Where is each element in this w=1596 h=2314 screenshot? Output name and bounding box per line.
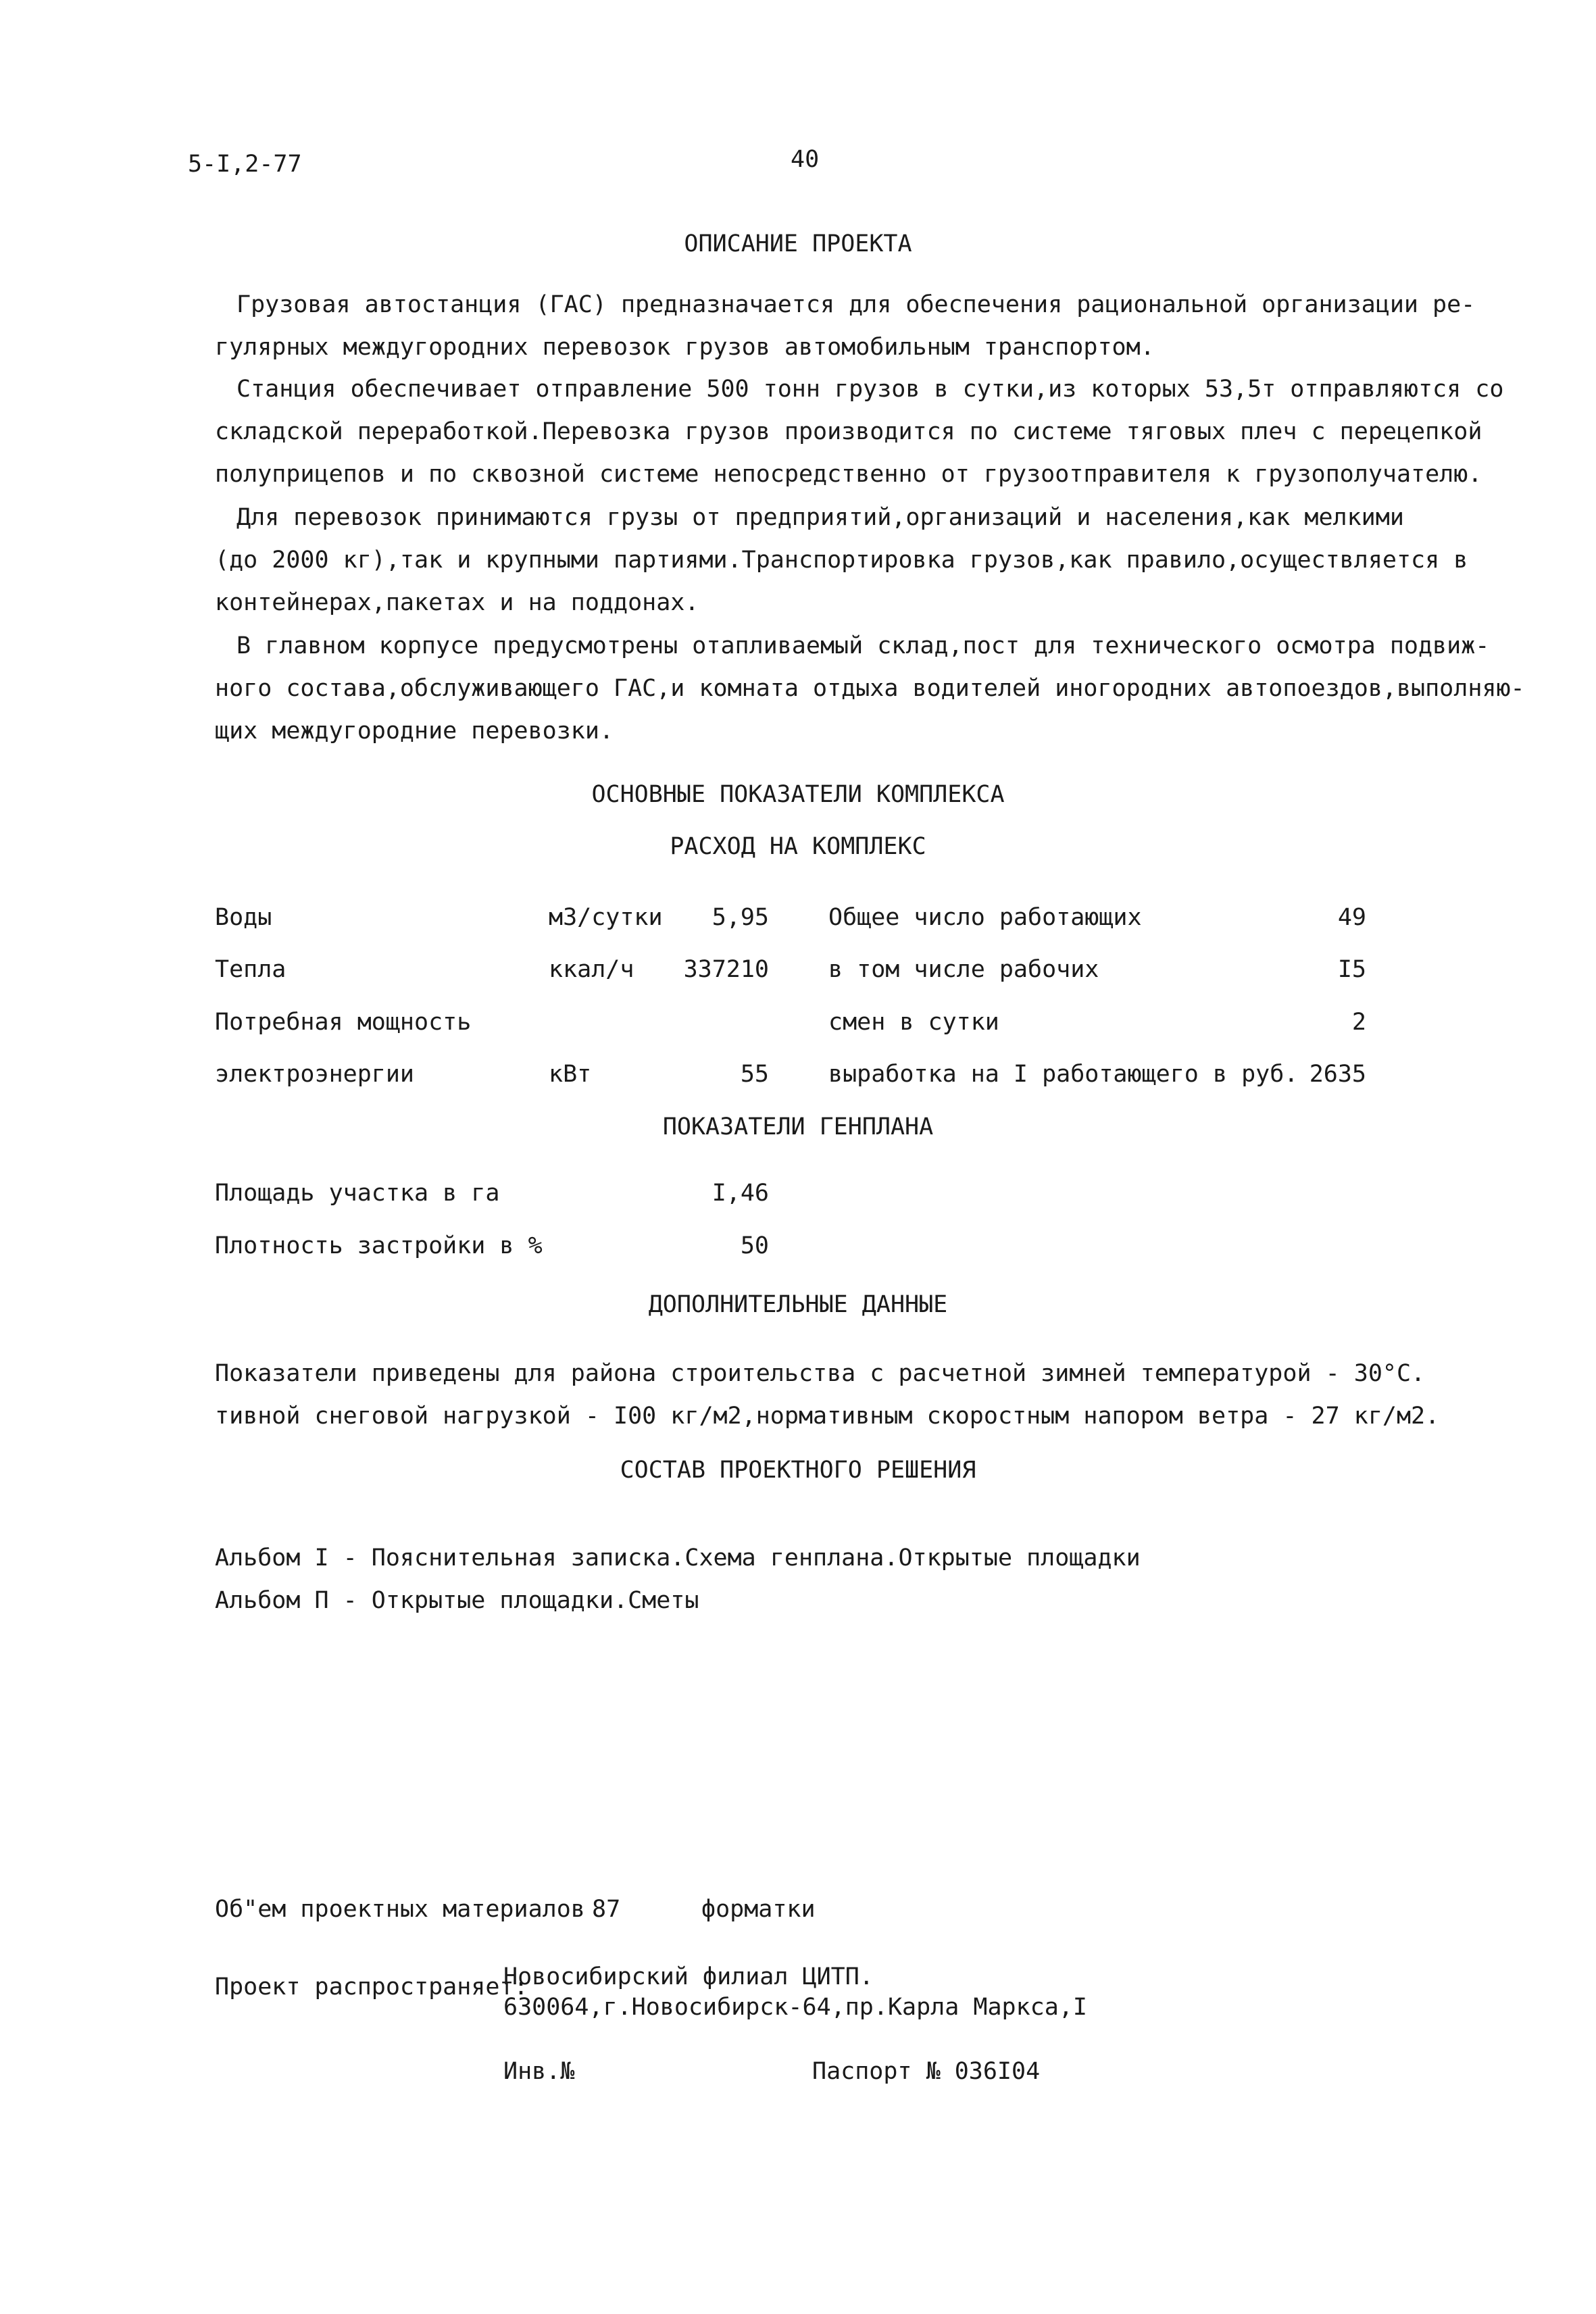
indicator-right-label: Общее число работающих: [828, 904, 1142, 931]
description-paragraph-2: [215, 375, 1504, 503]
indicators-title: ОСНОВНЫЕ ПОКАЗАТЕЛИ КОМПЛЕКСА: [591, 781, 1005, 808]
indicator-name: электроэнергии: [215, 1061, 415, 1088]
genplan-row: [215, 1179, 1377, 1213]
indicator-value: 337210: [683, 956, 769, 983]
indicator-right-label: в том числе рабочих: [828, 956, 1099, 983]
genplan-name: Площадь участка в га: [215, 1180, 500, 1207]
document-code: 5-I,2-77: [188, 151, 302, 178]
indicator-right-value: 49: [1337, 904, 1366, 931]
album-item: Альбом I - Пояснительная записка.Схема генплана.Открытые площадки: [215, 1544, 1141, 1571]
additional-line: тивной снеговой нагрузкой - I00 кг/м2,нормативным скоростным напором ветра - 27 кг/м2.: [215, 1403, 1440, 1430]
paragraph-line: (до 2000 кг),так и крупными партиями.Транспортировка грузов,как правило,осуществляется в: [215, 547, 1468, 574]
paragraph-line: В главном корпусе предусмотрены отапливаемый склад,пост для технического осмотра подвиж-: [236, 632, 1490, 659]
paragraph-line: Станция обеспечивает отправление 500 тонн грузов в сутки,из которых 53,5т отправляются со: [236, 376, 1504, 403]
volume-value: 87: [592, 1896, 621, 1923]
indicator-row: [215, 1008, 1377, 1042]
paragraph-line: складской переработкой.Перевозка грузов производится по системе тяговых плеч с перецепкой: [215, 418, 1482, 445]
album-item: Альбом П - Открытые площадки.Сметы: [215, 1587, 699, 1614]
paragraph-line: Грузовая автостанция (ГАС) предназначается для обеспечения рациональной организации ре-: [236, 291, 1476, 318]
volume-label: Об"ем проектных материалов: [215, 1896, 585, 1923]
indicator-right-value: I5: [1337, 956, 1366, 983]
genplan-name: Плотность застройки в %: [215, 1232, 543, 1259]
page-number: 40: [791, 146, 820, 173]
indicator-unit: кВт: [549, 1061, 592, 1088]
indicator-value: 5,95: [712, 904, 769, 931]
indicator-right-label: смен в сутки: [828, 1009, 999, 1036]
volume-unit: форматки: [701, 1896, 816, 1923]
paragraph-line: полуприцепов и по сквозной системе непосредственно от грузоотправителя к грузополучателю.: [215, 461, 1482, 488]
indicator-name: Потребная мощность: [215, 1009, 472, 1036]
paragraph-line: щих междугородние перевозки.: [215, 718, 614, 745]
distributor-address: 630064,г.Новосибирск-64,пр.Карла Маркса,I: [503, 1994, 1087, 2021]
indicator-right-label: выработка на I работающего в руб.: [828, 1061, 1299, 1088]
additional-title: ДОПОЛНИТЕЛЬНЫЕ ДАННЫЕ: [648, 1291, 948, 1318]
indicator-row: [215, 903, 1377, 937]
indicators-subtitle: РАСХОД НА КОМПЛЕКС: [670, 833, 926, 860]
album-list: [215, 1544, 1404, 1629]
additional-line: Показатели приведены для района строительства с расчетной зимней температурой - 30°С.: [215, 1360, 1426, 1387]
indicator-right-value: 2635: [1309, 1061, 1366, 1088]
description-paragraph-3: [215, 503, 1468, 631]
composition-title: СОСТАВ ПРОЕКТНОГО РЕШЕНИЯ: [620, 1457, 976, 1484]
indicator-unit: ккал/ч: [549, 956, 634, 983]
genplan-row: [215, 1232, 1377, 1265]
indicator-value: 55: [740, 1061, 769, 1088]
description-paragraph-1: [215, 291, 1476, 376]
indicator-unit: м3/сутки: [549, 904, 663, 931]
indicator-name: Воды: [215, 904, 272, 931]
description-paragraph-4: [215, 632, 1525, 759]
genplan-title: ПОКАЗАТЕЛИ ГЕНПЛАНА: [662, 1113, 934, 1140]
inventory-label: Инв.№: [503, 2058, 575, 2085]
additional-text: [215, 1359, 1440, 1444]
indicator-row: [215, 955, 1377, 989]
indicator-right-value: 2: [1351, 1009, 1366, 1036]
distributor-label: Проект распространяет:: [215, 1973, 528, 2001]
paragraph-line: Для перевозок принимаются грузы от предприятий,организаций и населения,как мелкими: [236, 504, 1404, 531]
indicator-name: Тепла: [215, 956, 286, 983]
genplan-value: 50: [740, 1232, 769, 1259]
volume-row: [215, 1895, 1377, 1929]
passport-number: Паспорт № 036I04: [812, 2058, 1041, 2085]
genplan-value: I,46: [712, 1180, 769, 1207]
distributor-name: Новосибирский филиал ЦИТП.: [503, 1963, 874, 1990]
indicator-row: [215, 1060, 1377, 1094]
paragraph-line: контейнерах,пакетах и на поддонах.: [215, 589, 699, 616]
description-title: ОПИСАНИЕ ПРОЕКТА: [684, 230, 912, 257]
paragraph-line: гулярных междугородних перевозок грузов автомобильным транспортом.: [215, 334, 1155, 361]
paragraph-line: ного состава,обслуживающего ГАС,и комната отдыха водителей иногородних автопоездов,выполняю-: [215, 675, 1525, 702]
